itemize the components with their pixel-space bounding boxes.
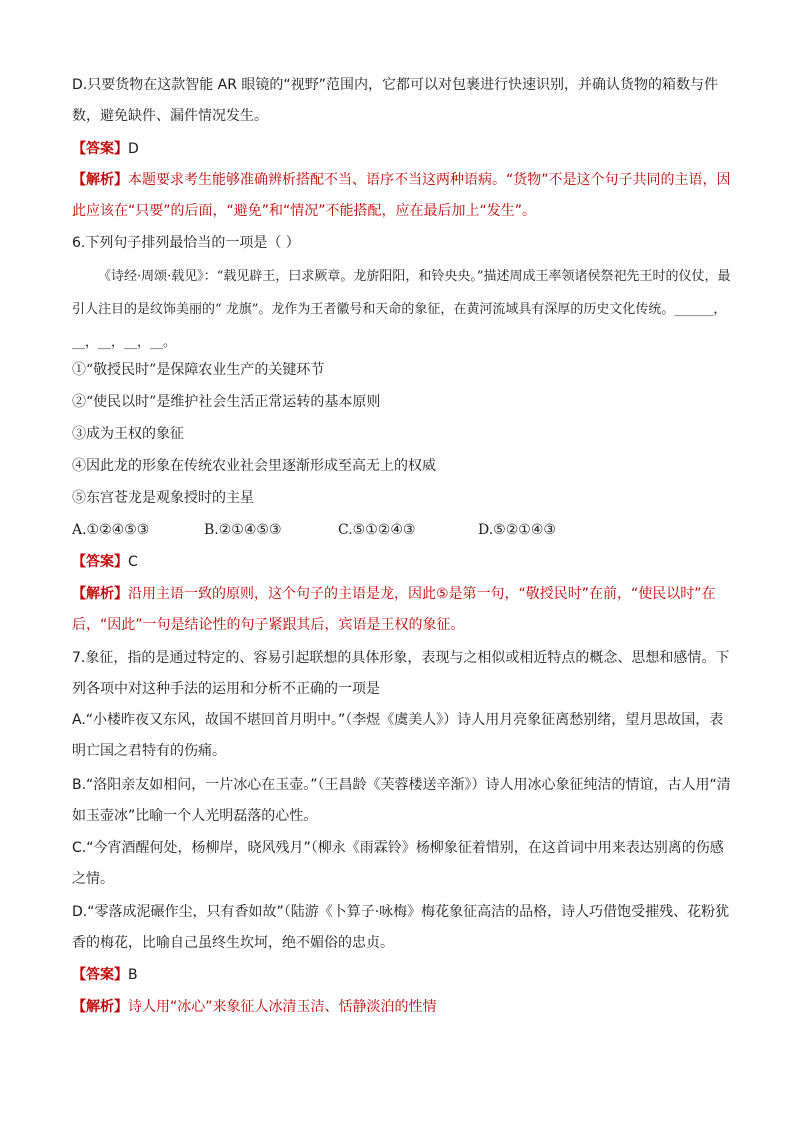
q6-item-2: ②“使民以时”是维护社会生活正常运转的基本原则 <box>72 394 381 410</box>
q6-item-3: ③成为王权的象征 <box>72 426 184 442</box>
q6-passage: 《诗经·周颂·载见》：“载见辟王，曰求厥章。龙旂阳阳，和铃央央。”描述周成王率领诸侯祭祀先王时的仪仗，最引人注目的是纹饰美丽的“ 龙旗”。龙作为王者徽号和天命的象征，在黄河流域具有深厚的历史文化传统。______，__，__，__，__。 <box>72 269 731 350</box>
answer-value: B <box>128 967 138 983</box>
q6-answer <box>72 547 732 577</box>
q6-option-a: A.①②④⑤③ <box>72 522 150 538</box>
q7-option-c: C.“今宵酒醒何处，杨柳岸，晓风残月”（柳永《雨霖铃》杨柳象征着惜别，在这首词中用来表达别离的伤感之情。 <box>72 840 724 887</box>
q7-option-b: B.“洛阳亲友如相问，一片冰心在玉壶。”（王昌龄《芙蓉楼送辛渐》）诗人用冰心象征纯洁的情谊，古人用“清如玉壶冰”比喻一个人光明磊落的心性。 <box>72 777 731 824</box>
q6-analysis <box>72 579 732 641</box>
q6-item-1: ①“敬授民时”是保障农业生产的关键环节 <box>72 362 325 378</box>
answer-value: C <box>128 554 138 570</box>
q6-option-c: C.⑤①②④③ <box>338 522 416 538</box>
analysis-tag: 【解析】 <box>72 172 128 188</box>
q7-stem: 7.象征，指的是通过特定的、容易引起联想的具体形象，表现与之相似或相近特点的概念、思想和感情。下列各项中对这种手法的运用和分析不正确的一项是 <box>72 650 730 697</box>
q6-stem: 6.下列句子排列最恰当的一项是（ ） <box>72 235 300 251</box>
answer-value: D <box>128 141 139 157</box>
analysis-text: 本题要求考生能够准确辨析搭配不当、语序不当这两种语病。“货物”不是这个句子共同的主语，因此应该在“只要”的后面，“避免”和“情况”不能搭配，应在最后加上“发生”。 <box>72 172 731 219</box>
analysis-tag: 【解析】 <box>72 586 128 602</box>
q5-option-d: D.只要货物在这款智能 AR 眼镜的“视野”范围内，它都可以对包裹进行快速识别，并确认货物的箱数与件数，避免缺件、漏件情况发生。 <box>72 77 718 124</box>
analysis-text: 诗人用“冰心”来象征人冰清玉洁、恬静淡泊的性情 <box>128 999 437 1015</box>
q6-item-5: ⑤东宫苍龙是观象授时的主星 <box>72 490 254 506</box>
q5-analysis <box>72 165 732 227</box>
analysis-tag: 【解析】 <box>72 999 128 1015</box>
answer-tag: 【答案】 <box>72 967 128 983</box>
answer-tag: 【答案】 <box>72 141 128 157</box>
q6-option-b: B.②①④⑤③ <box>204 522 282 538</box>
answer-tag: 【答案】 <box>72 554 128 570</box>
q7-option-a: A.“小楼昨夜又东风，故国不堪回首月明中。”（李煜《虞美人》）诗人用月亮象征离愁别绪，望月思故国，表明亡国之君特有的伤痛。 <box>72 712 724 759</box>
q7-answer <box>72 960 732 990</box>
analysis-text: 沿用主语一致的原则，这个句子的主语是龙，因此⑤是第一句，“敬授民时”在前，“使民以时”在后，“因此”一句是结论性的句子紧跟其后，宾语是王权的象征。 <box>72 586 716 633</box>
q5-answer <box>72 134 732 164</box>
q6-option-d: D.⑤②①④③ <box>478 522 556 538</box>
q7-analysis <box>72 992 732 1022</box>
q6-options <box>72 515 732 545</box>
q7-option-d: D.“零落成泥碾作尘，只有香如故”（陆游《卜算子·咏梅》梅花象征高洁的品格，诗人巧借饱受摧残、花粉犹香的梅花，比喻自己虽终生坎坷，绝不媚俗的忠贞。 <box>72 904 730 951</box>
q6-item-4: ④因此龙的形象在传统农业社会里逐渐形成至高无上的权威 <box>72 458 436 474</box>
